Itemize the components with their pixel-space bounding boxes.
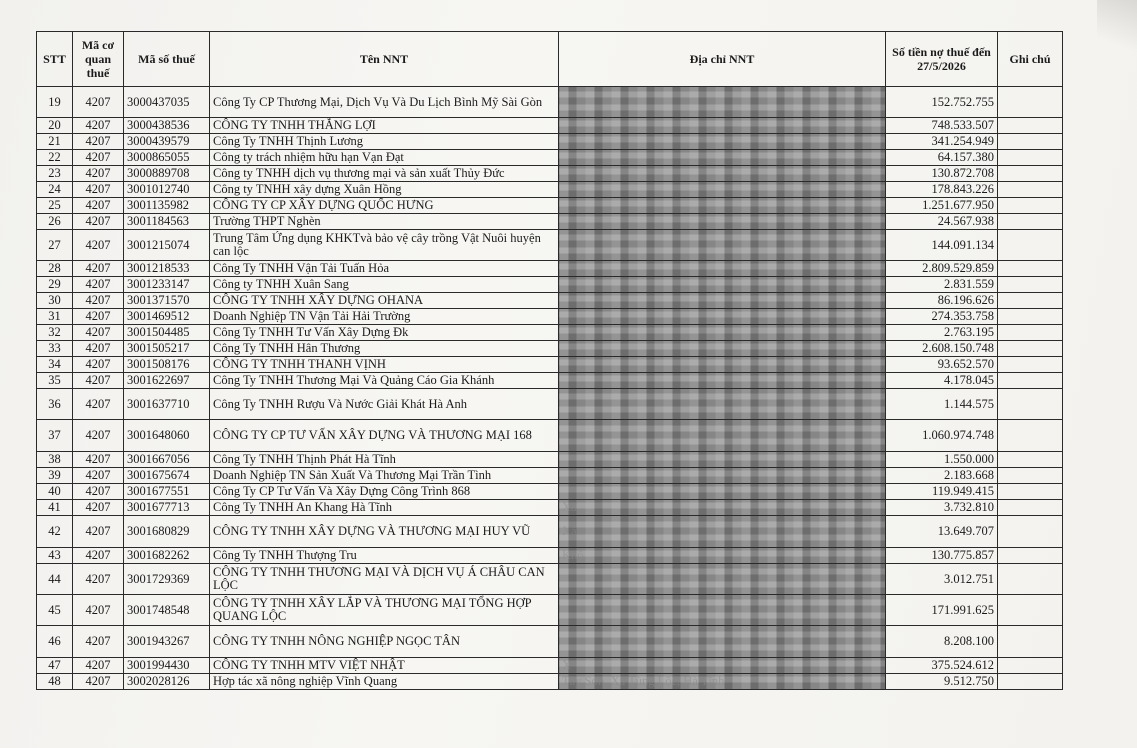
row-taxpayer-name: CÔNG TY TNHH MTV VIỆT NHẬT bbox=[210, 658, 559, 674]
row-tax-debt-amount: 1.060.974.748 bbox=[886, 420, 998, 452]
row-notes bbox=[998, 214, 1063, 230]
row-taxpayer-name: Công ty TNHH Xuân Sang bbox=[210, 277, 559, 293]
row-taxpayer-name: CÔNG TY TNHH THANH VỊNH bbox=[210, 357, 559, 373]
row-stt: 28 bbox=[37, 261, 73, 277]
row-taxpayer-address-redacted bbox=[559, 452, 886, 468]
row-stt: 37 bbox=[37, 420, 73, 452]
row-taxpayer-name: CÔNG TY TNHH THƯƠNG MẠI VÀ DỊCH VỤ Á CHÂU CAN LỘC bbox=[210, 564, 559, 595]
row-taxpayer-name: CÔNG TY TNHH XÂY DỰNG VÀ THƯƠNG MẠI HUY VŨ bbox=[210, 516, 559, 548]
header-tax-office-code: Mã cơ quan thuế bbox=[73, 32, 124, 87]
row-taxpayer-name: Công ty TNHH xây dựng Xuân Hồng bbox=[210, 182, 559, 198]
row-taxpayer-address-redacted bbox=[559, 277, 886, 293]
row-tax-debt-amount: 375.524.612 bbox=[886, 658, 998, 674]
row-taxpayer-address-redacted bbox=[559, 214, 886, 230]
row-tax-debt-amount: 130.775.857 bbox=[886, 548, 998, 564]
header-taxpayer-address: Địa chỉ NNT bbox=[559, 32, 886, 87]
row-stt: 41 bbox=[37, 500, 73, 516]
row-notes bbox=[998, 166, 1063, 182]
row-notes bbox=[998, 293, 1063, 309]
row-taxpayer-name: CÔNG TY CP TƯ VẤN XÂY DỰNG VÀ THƯƠNG MẠI 168 bbox=[210, 420, 559, 452]
table-row bbox=[37, 341, 1063, 357]
row-stt: 30 bbox=[37, 293, 73, 309]
row-tax-code: 3001508176 bbox=[124, 357, 210, 373]
row-tax-code: 3001622697 bbox=[124, 373, 210, 389]
row-tax-office-code: 4207 bbox=[73, 516, 124, 548]
row-tax-office-code: 4207 bbox=[73, 357, 124, 373]
row-tax-debt-amount: 64.157.380 bbox=[886, 150, 998, 166]
row-tax-office-code: 4207 bbox=[73, 87, 124, 118]
row-notes bbox=[998, 595, 1063, 626]
row-tax-office-code: 4207 bbox=[73, 198, 124, 214]
row-taxpayer-address-redacted bbox=[559, 484, 886, 500]
row-taxpayer-address-redacted bbox=[559, 420, 886, 452]
row-taxpayer-name: Công Ty TNHH Thương Mại Và Quảng Cáo Gia Khánh bbox=[210, 373, 559, 389]
row-taxpayer-name: CÔNG TY TNHH XÂY LẮP VÀ THƯƠNG MẠI TỔNG HỢP QUANG LỘC bbox=[210, 595, 559, 626]
row-stt: 25 bbox=[37, 198, 73, 214]
row-stt: 19 bbox=[37, 87, 73, 118]
row-stt: 38 bbox=[37, 452, 73, 468]
row-notes bbox=[998, 452, 1063, 468]
row-stt: 44 bbox=[37, 564, 73, 595]
row-tax-debt-amount: 748.533.507 bbox=[886, 118, 998, 134]
row-notes bbox=[998, 230, 1063, 261]
row-tax-debt-amount: 178.843.226 bbox=[886, 182, 998, 198]
row-tax-office-code: 4207 bbox=[73, 468, 124, 484]
row-tax-debt-amount: 8.208.100 bbox=[886, 626, 998, 658]
table-row bbox=[37, 214, 1063, 230]
row-taxpayer-name: Công Ty CP Thương Mại, Dịch Vụ Và Du Lịch Bình Mỹ Sài Gòn bbox=[210, 87, 559, 118]
row-tax-code: 3000889708 bbox=[124, 166, 210, 182]
row-taxpayer-address-redacted bbox=[559, 198, 886, 214]
row-tax-debt-amount: 2.608.150.748 bbox=[886, 341, 998, 357]
table-row bbox=[37, 357, 1063, 373]
row-taxpayer-name: Công Ty TNHH Vận Tải Tuấn Hỏa bbox=[210, 261, 559, 277]
row-tax-office-code: 4207 bbox=[73, 214, 124, 230]
row-tax-debt-amount: 24.567.938 bbox=[886, 214, 998, 230]
row-tax-office-code: 4207 bbox=[73, 548, 124, 564]
row-tax-office-code: 4207 bbox=[73, 373, 124, 389]
table-row bbox=[37, 452, 1063, 468]
table-row bbox=[37, 373, 1063, 389]
row-taxpayer-address-redacted bbox=[559, 261, 886, 277]
row-stt: 35 bbox=[37, 373, 73, 389]
row-taxpayer-name: CÔNG TY TNHH NÔNG NGHIỆP NGỌC TÂN bbox=[210, 626, 559, 658]
row-stt: 22 bbox=[37, 150, 73, 166]
table-row bbox=[37, 484, 1063, 500]
row-tax-code: 3001184563 bbox=[124, 214, 210, 230]
row-tax-code: 3001504485 bbox=[124, 325, 210, 341]
table-row bbox=[37, 626, 1063, 658]
row-notes bbox=[998, 87, 1063, 118]
row-tax-debt-amount: 1.550.000 bbox=[886, 452, 998, 468]
table-header-row bbox=[37, 32, 1063, 87]
row-notes bbox=[998, 261, 1063, 277]
row-taxpayer-name: Công ty trách nhiệm hữu hạn Vạn Đạt bbox=[210, 150, 559, 166]
row-stt: 42 bbox=[37, 516, 73, 548]
row-tax-office-code: 4207 bbox=[73, 230, 124, 261]
address-text: X bbox=[562, 658, 572, 672]
row-stt: 34 bbox=[37, 357, 73, 373]
row-stt: 21 bbox=[37, 134, 73, 150]
address-text: Tây Sơn, Xã Tùng Lộc, Hà Tĩnh bbox=[562, 674, 725, 688]
tax-debt-table bbox=[36, 31, 1063, 690]
row-stt: 33 bbox=[37, 341, 73, 357]
row-tax-code: 3000437035 bbox=[124, 87, 210, 118]
row-taxpayer-name: Công Ty CP Tư Vấn Và Xây Dựng Công Trình 868 bbox=[210, 484, 559, 500]
address-text: Xã bbox=[562, 500, 577, 514]
row-tax-code: 3001994430 bbox=[124, 658, 210, 674]
row-taxpayer-name: Công Ty TNHH Tư Vấn Xây Dựng Đk bbox=[210, 325, 559, 341]
row-tax-office-code: 4207 bbox=[73, 277, 124, 293]
row-taxpayer-name: CÔNG TY TNHH XÂY DỰNG OHANA bbox=[210, 293, 559, 309]
row-tax-debt-amount: 1.144.575 bbox=[886, 389, 998, 420]
row-tax-office-code: 4207 bbox=[73, 309, 124, 325]
row-tax-debt-amount: 2.831.559 bbox=[886, 277, 998, 293]
row-tax-debt-amount: 4.178.045 bbox=[886, 373, 998, 389]
table-row bbox=[37, 564, 1063, 595]
row-tax-code: 3001729369 bbox=[124, 564, 210, 595]
table-row bbox=[37, 389, 1063, 420]
row-tax-code: 3002028126 bbox=[124, 674, 210, 690]
row-tax-office-code: 4207 bbox=[73, 341, 124, 357]
row-tax-code: 3001677551 bbox=[124, 484, 210, 500]
table-row bbox=[37, 198, 1063, 214]
page-corner-shadow bbox=[1097, 0, 1137, 60]
row-tax-code: 3000865055 bbox=[124, 150, 210, 166]
row-tax-code: 3000438536 bbox=[124, 118, 210, 134]
row-tax-code: 3001215074 bbox=[124, 230, 210, 261]
row-tax-office-code: 4207 bbox=[73, 452, 124, 468]
row-tax-debt-amount: 119.949.415 bbox=[886, 484, 998, 500]
row-taxpayer-name: Công Ty TNHH Thịnh Lương bbox=[210, 134, 559, 150]
table-row bbox=[37, 277, 1063, 293]
table-row bbox=[37, 134, 1063, 150]
row-taxpayer-address-redacted bbox=[559, 341, 886, 357]
row-stt: 26 bbox=[37, 214, 73, 230]
row-notes bbox=[998, 118, 1063, 134]
row-notes bbox=[998, 658, 1063, 674]
table-row bbox=[37, 87, 1063, 118]
row-stt: 24 bbox=[37, 182, 73, 198]
row-taxpayer-address-redacted bbox=[559, 389, 886, 420]
row-stt: 23 bbox=[37, 166, 73, 182]
row-taxpayer-address-redacted bbox=[559, 373, 886, 389]
row-notes bbox=[998, 182, 1063, 198]
header-taxpayer-name: Tên NNT bbox=[210, 32, 559, 87]
row-notes bbox=[998, 389, 1063, 420]
row-taxpayer-address-redacted bbox=[559, 516, 886, 548]
row-stt: 36 bbox=[37, 389, 73, 420]
row-tax-debt-amount: 86.196.626 bbox=[886, 293, 998, 309]
table-row bbox=[37, 516, 1063, 548]
row-tax-office-code: 4207 bbox=[73, 293, 124, 309]
row-tax-code: 3001943267 bbox=[124, 626, 210, 658]
table-row bbox=[37, 325, 1063, 341]
row-notes bbox=[998, 134, 1063, 150]
header-tax-code: Mã số thuế bbox=[124, 32, 210, 87]
row-notes bbox=[998, 198, 1063, 214]
row-notes bbox=[998, 341, 1063, 357]
row-taxpayer-name: Trường THPT Nghèn bbox=[210, 214, 559, 230]
row-tax-code: 3001012740 bbox=[124, 182, 210, 198]
row-tax-office-code: 4207 bbox=[73, 500, 124, 516]
row-taxpayer-name: Công ty TNHH dịch vụ thương mại và sản xuất Thủy Đức bbox=[210, 166, 559, 182]
row-stt: 32 bbox=[37, 325, 73, 341]
table-row bbox=[37, 293, 1063, 309]
row-stt: 40 bbox=[37, 484, 73, 500]
table-row bbox=[37, 500, 1063, 516]
row-tax-debt-amount: 2.763.195 bbox=[886, 325, 998, 341]
row-notes bbox=[998, 500, 1063, 516]
row-tax-code: 3001682262 bbox=[124, 548, 210, 564]
row-taxpayer-name: CÔNG TY CP XÂY DỰNG QUỐC HƯNG bbox=[210, 198, 559, 214]
table-row bbox=[37, 150, 1063, 166]
row-notes bbox=[998, 325, 1063, 341]
row-stt: 43 bbox=[37, 548, 73, 564]
row-stt: 39 bbox=[37, 468, 73, 484]
row-notes bbox=[998, 420, 1063, 452]
row-taxpayer-address-redacted bbox=[559, 293, 886, 309]
row-tax-code: 3001637710 bbox=[124, 389, 210, 420]
row-tax-office-code: 4207 bbox=[73, 420, 124, 452]
row-taxpayer-address-redacted bbox=[559, 500, 886, 516]
row-taxpayer-name: Công Ty TNHH An Khang Hà Tĩnh bbox=[210, 500, 559, 516]
row-tax-debt-amount: 152.752.755 bbox=[886, 87, 998, 118]
row-stt: 31 bbox=[37, 309, 73, 325]
row-tax-office-code: 4207 bbox=[73, 150, 124, 166]
row-tax-debt-amount: 93.652.570 bbox=[886, 357, 998, 373]
row-tax-code: 3001677713 bbox=[124, 500, 210, 516]
row-tax-code: 3001680829 bbox=[124, 516, 210, 548]
row-tax-office-code: 4207 bbox=[73, 182, 124, 198]
row-tax-office-code: 4207 bbox=[73, 626, 124, 658]
row-notes bbox=[998, 150, 1063, 166]
row-tax-office-code: 4207 bbox=[73, 261, 124, 277]
row-tax-debt-amount: 130.872.708 bbox=[886, 166, 998, 182]
row-tax-debt-amount: 2.183.668 bbox=[886, 468, 998, 484]
table-row bbox=[37, 420, 1063, 452]
row-taxpayer-name: CÔNG TY TNHH THẮNG LỢI bbox=[210, 118, 559, 134]
row-taxpayer-address-redacted bbox=[559, 564, 886, 595]
row-tax-office-code: 4207 bbox=[73, 389, 124, 420]
row-notes bbox=[998, 564, 1063, 595]
row-tax-office-code: 4207 bbox=[73, 484, 124, 500]
row-taxpayer-address-redacted bbox=[559, 182, 886, 198]
row-stt: 46 bbox=[37, 626, 73, 658]
row-tax-debt-amount: 1.251.677.950 bbox=[886, 198, 998, 214]
row-notes bbox=[998, 357, 1063, 373]
header-stt: STT bbox=[37, 32, 73, 87]
row-tax-office-code: 4207 bbox=[73, 564, 124, 595]
row-taxpayer-address-redacted bbox=[559, 325, 886, 341]
row-stt: 48 bbox=[37, 674, 73, 690]
row-taxpayer-name: Công Ty TNHH Thượng Tru bbox=[210, 548, 559, 564]
row-taxpayer-name: Công Ty TNHH Hân Thương bbox=[210, 341, 559, 357]
row-taxpayer-name: Hợp tác xã nông nghiệp Vĩnh Quang bbox=[210, 674, 559, 690]
table-row bbox=[37, 658, 1063, 674]
table-row bbox=[37, 468, 1063, 484]
row-taxpayer-address-redacted bbox=[559, 230, 886, 261]
row-tax-debt-amount: 274.353.758 bbox=[886, 309, 998, 325]
row-tax-code: 3001505217 bbox=[124, 341, 210, 357]
row-notes bbox=[998, 626, 1063, 658]
row-taxpayer-address-redacted bbox=[559, 134, 886, 150]
row-tax-office-code: 4207 bbox=[73, 325, 124, 341]
row-taxpayer-name: Trung Tâm Ứng dụng KHKTvà bảo vệ cây trồng Vật Nuôi huyện can lộc bbox=[210, 230, 559, 261]
row-tax-office-code: 4207 bbox=[73, 658, 124, 674]
address-text: Xã bbox=[562, 524, 577, 538]
address-text: Khố bbox=[562, 548, 584, 562]
row-stt: 27 bbox=[37, 230, 73, 261]
table-row bbox=[37, 548, 1063, 564]
row-taxpayer-address-redacted bbox=[559, 658, 886, 674]
row-tax-code: 3001135982 bbox=[124, 198, 210, 214]
row-tax-debt-amount: 13.649.707 bbox=[886, 516, 998, 548]
row-taxpayer-address-redacted bbox=[559, 118, 886, 134]
table-row bbox=[37, 261, 1063, 277]
table-row bbox=[37, 166, 1063, 182]
row-tax-code: 3001667056 bbox=[124, 452, 210, 468]
row-tax-debt-amount: 171.991.625 bbox=[886, 595, 998, 626]
row-tax-debt-amount: 9.512.750 bbox=[886, 674, 998, 690]
row-taxpayer-address-redacted bbox=[559, 674, 886, 690]
row-taxpayer-name: Công Ty TNHH Thịnh Phát Hà Tĩnh bbox=[210, 452, 559, 468]
row-tax-debt-amount: 3.732.810 bbox=[886, 500, 998, 516]
row-taxpayer-address-redacted bbox=[559, 357, 886, 373]
row-taxpayer-name: Công Ty TNHH Rượu Và Nước Giải Khát Hà Anh bbox=[210, 389, 559, 420]
row-notes bbox=[998, 373, 1063, 389]
row-tax-debt-amount: 144.091.134 bbox=[886, 230, 998, 261]
table-row bbox=[37, 182, 1063, 198]
row-notes bbox=[998, 548, 1063, 564]
row-tax-office-code: 4207 bbox=[73, 595, 124, 626]
row-tax-office-code: 4207 bbox=[73, 134, 124, 150]
header-tax-debt-amount: Số tiền nợ thuế đến 27/5/2026 bbox=[886, 32, 998, 87]
row-taxpayer-address-redacted bbox=[559, 166, 886, 182]
row-stt: 45 bbox=[37, 595, 73, 626]
row-tax-code: 3001675674 bbox=[124, 468, 210, 484]
table-row bbox=[37, 230, 1063, 261]
table-row bbox=[37, 118, 1063, 134]
row-stt: 29 bbox=[37, 277, 73, 293]
table-row bbox=[37, 595, 1063, 626]
row-tax-code: 3001371570 bbox=[124, 293, 210, 309]
row-stt: 20 bbox=[37, 118, 73, 134]
row-stt: 47 bbox=[37, 658, 73, 674]
row-notes bbox=[998, 516, 1063, 548]
row-tax-debt-amount: 3.012.751 bbox=[886, 564, 998, 595]
row-notes bbox=[998, 674, 1063, 690]
row-tax-code: 3001218533 bbox=[124, 261, 210, 277]
row-notes bbox=[998, 484, 1063, 500]
row-tax-office-code: 4207 bbox=[73, 166, 124, 182]
row-notes bbox=[998, 277, 1063, 293]
table-body bbox=[37, 87, 1063, 690]
row-taxpayer-address-redacted bbox=[559, 595, 886, 626]
row-notes bbox=[998, 309, 1063, 325]
row-tax-debt-amount: 341.254.949 bbox=[886, 134, 998, 150]
row-taxpayer-address-redacted bbox=[559, 150, 886, 166]
header-notes: Ghi chú bbox=[998, 32, 1063, 87]
row-tax-office-code: 4207 bbox=[73, 674, 124, 690]
row-notes bbox=[998, 468, 1063, 484]
row-taxpayer-address-redacted bbox=[559, 626, 886, 658]
row-tax-code: 3001233147 bbox=[124, 277, 210, 293]
row-taxpayer-name: Doanh Nghiệp TN Sản Xuất Và Thương Mại Trần Tình bbox=[210, 468, 559, 484]
row-tax-code: 3001748548 bbox=[124, 595, 210, 626]
row-tax-code: 3001469512 bbox=[124, 309, 210, 325]
row-taxpayer-address-redacted bbox=[559, 468, 886, 484]
row-taxpayer-address-redacted bbox=[559, 309, 886, 325]
row-tax-debt-amount: 2.809.529.859 bbox=[886, 261, 998, 277]
row-taxpayer-address-redacted bbox=[559, 87, 886, 118]
table-row bbox=[37, 674, 1063, 690]
row-tax-office-code: 4207 bbox=[73, 118, 124, 134]
row-tax-code: 3001648060 bbox=[124, 420, 210, 452]
row-tax-code: 3000439579 bbox=[124, 134, 210, 150]
table-row bbox=[37, 309, 1063, 325]
row-taxpayer-name: Doanh Nghiệp TN Vận Tải Hải Trường bbox=[210, 309, 559, 325]
row-taxpayer-address-redacted bbox=[559, 548, 886, 564]
